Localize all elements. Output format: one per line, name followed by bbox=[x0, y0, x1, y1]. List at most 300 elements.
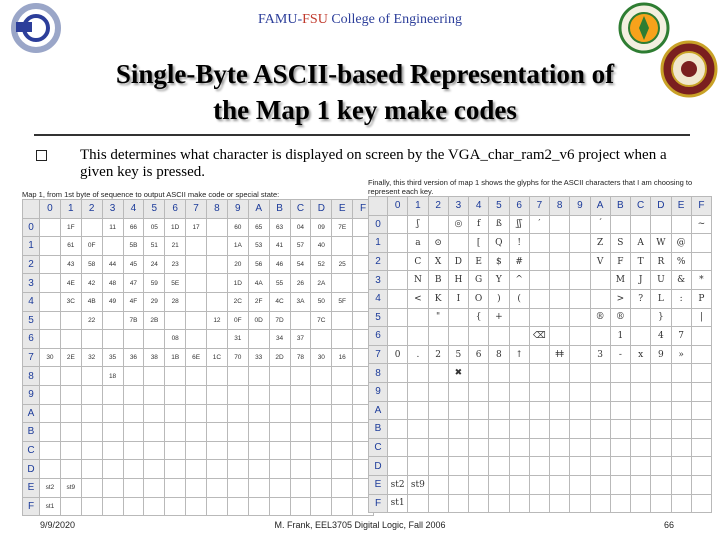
column-header: D bbox=[311, 200, 332, 219]
table-cell bbox=[227, 460, 248, 479]
table-cell bbox=[570, 271, 590, 290]
table-cell bbox=[550, 308, 570, 327]
table-cell: ^ bbox=[509, 271, 529, 290]
table-cell: 2D bbox=[269, 348, 290, 367]
column-header: 7 bbox=[529, 197, 549, 216]
table-cell: ◎ bbox=[448, 215, 468, 234]
table-cell: 30 bbox=[40, 348, 61, 367]
table-cell bbox=[631, 382, 651, 401]
table-cell bbox=[448, 457, 468, 476]
column-header: A bbox=[248, 200, 269, 219]
table-cell bbox=[590, 271, 610, 290]
page-number: 66 bbox=[664, 520, 675, 530]
table-cell bbox=[165, 441, 186, 460]
table-cell bbox=[448, 308, 468, 327]
table-cell bbox=[102, 385, 123, 404]
table-row bbox=[23, 218, 374, 237]
slide-title bbox=[60, 56, 670, 128]
table-row bbox=[23, 330, 374, 349]
table-row bbox=[23, 385, 374, 404]
table-cell bbox=[448, 234, 468, 253]
table-cell bbox=[311, 497, 332, 516]
table-row bbox=[23, 497, 374, 516]
table-cell bbox=[691, 234, 711, 253]
row-header: 6 bbox=[23, 330, 40, 349]
table-cell bbox=[248, 441, 269, 460]
table-cell bbox=[332, 330, 353, 349]
table-cell: Y bbox=[489, 271, 509, 290]
table-cell: E bbox=[469, 252, 489, 271]
table-cell bbox=[590, 327, 610, 346]
table-cell: 34 bbox=[269, 330, 290, 349]
table-cell bbox=[248, 497, 269, 516]
table-cell bbox=[651, 494, 671, 513]
corner-cell bbox=[369, 197, 388, 216]
column-header: F bbox=[691, 197, 711, 216]
row-header: 4 bbox=[369, 289, 388, 308]
table-cell: W bbox=[651, 234, 671, 253]
table-cell bbox=[651, 438, 671, 457]
table-cell bbox=[102, 460, 123, 479]
table-cell bbox=[631, 457, 651, 476]
table-cell bbox=[207, 478, 228, 497]
column-header: F bbox=[353, 200, 374, 219]
table-row bbox=[23, 292, 374, 311]
table-cell bbox=[81, 218, 102, 237]
table-cell bbox=[570, 420, 590, 439]
row-header: B bbox=[23, 423, 40, 442]
table-cell: 0D bbox=[248, 311, 269, 330]
table-cell bbox=[165, 367, 186, 386]
row-header: 3 bbox=[369, 271, 388, 290]
row-header: 3 bbox=[23, 274, 40, 293]
table-cell bbox=[332, 385, 353, 404]
table-row bbox=[369, 457, 712, 476]
table-cell: - bbox=[610, 345, 630, 364]
table-cell: 4E bbox=[60, 274, 81, 293]
table-row bbox=[23, 255, 374, 274]
table-cell: 48 bbox=[102, 274, 123, 293]
table-cell bbox=[388, 271, 408, 290]
table-cell bbox=[207, 497, 228, 516]
table-cell: S bbox=[610, 234, 630, 253]
row-header: 5 bbox=[369, 308, 388, 327]
table-cell bbox=[144, 385, 165, 404]
row-header: 8 bbox=[369, 364, 388, 383]
table-cell bbox=[186, 423, 207, 442]
table-cell bbox=[290, 385, 311, 404]
table-cell bbox=[248, 423, 269, 442]
table-cell: 1F bbox=[60, 218, 81, 237]
table-cell bbox=[509, 438, 529, 457]
table-cell bbox=[529, 438, 549, 457]
table-cell bbox=[671, 475, 691, 494]
table-cell bbox=[290, 404, 311, 423]
table-cell bbox=[388, 364, 408, 383]
table-row bbox=[23, 237, 374, 256]
table-cell: 33 bbox=[248, 348, 269, 367]
table-cell: 7D bbox=[269, 311, 290, 330]
table-cell: 53 bbox=[248, 237, 269, 256]
footer-course: M. Frank, EEL3705 Digital Logic, Fall 2006 bbox=[274, 520, 446, 530]
table-cell bbox=[550, 234, 570, 253]
table-cell: 5E bbox=[165, 274, 186, 293]
table-cell bbox=[550, 271, 570, 290]
table-cell bbox=[186, 367, 207, 386]
table-cell bbox=[227, 441, 248, 460]
table-cell bbox=[186, 497, 207, 516]
row-header: 0 bbox=[369, 215, 388, 234]
table-cell bbox=[550, 252, 570, 271]
table-cell: 1D bbox=[165, 218, 186, 237]
row-header: 6 bbox=[369, 327, 388, 346]
table-cell: G bbox=[469, 271, 489, 290]
table-cell bbox=[509, 494, 529, 513]
table-cell bbox=[40, 423, 61, 442]
table-cell bbox=[489, 420, 509, 439]
table-cell: 59 bbox=[144, 274, 165, 293]
table-cell bbox=[469, 494, 489, 513]
table-cell bbox=[227, 385, 248, 404]
table-cell: f bbox=[469, 215, 489, 234]
table-cell bbox=[691, 438, 711, 457]
table-cell: 08 bbox=[165, 330, 186, 349]
table-cell bbox=[248, 385, 269, 404]
table-cell bbox=[207, 423, 228, 442]
table-cell: 7E bbox=[332, 218, 353, 237]
table-cell: 4 bbox=[651, 327, 671, 346]
table-cell: 56 bbox=[248, 255, 269, 274]
table-cell: 22 bbox=[81, 311, 102, 330]
table-cell bbox=[408, 438, 428, 457]
table-row bbox=[369, 401, 712, 420]
table-cell: T bbox=[631, 252, 651, 271]
table-cell bbox=[60, 441, 81, 460]
table-cell bbox=[590, 494, 610, 513]
college-logo bbox=[8, 2, 64, 54]
table-cell: 12 bbox=[207, 311, 228, 330]
table-cell bbox=[144, 460, 165, 479]
table-cell bbox=[631, 420, 651, 439]
table-cell: { bbox=[469, 308, 489, 327]
table-cell bbox=[489, 401, 509, 420]
table-cell: } bbox=[651, 308, 671, 327]
table-cell bbox=[550, 438, 570, 457]
row-header: C bbox=[23, 441, 40, 460]
table-cell bbox=[207, 237, 228, 256]
table-cell bbox=[186, 460, 207, 479]
column-header: 2 bbox=[81, 200, 102, 219]
table-cell bbox=[691, 457, 711, 476]
table-cell bbox=[311, 423, 332, 442]
table-cell bbox=[408, 494, 428, 513]
table-row bbox=[369, 382, 712, 401]
table-cell bbox=[529, 382, 549, 401]
table-cell bbox=[102, 311, 123, 330]
table-cell bbox=[269, 478, 290, 497]
table-cell bbox=[590, 420, 610, 439]
table-cell bbox=[651, 401, 671, 420]
table-cell bbox=[489, 457, 509, 476]
table-cell bbox=[570, 494, 590, 513]
table-cell bbox=[388, 234, 408, 253]
table-cell: 2B bbox=[144, 311, 165, 330]
table-cell bbox=[509, 308, 529, 327]
table-row bbox=[369, 308, 712, 327]
row-header: 1 bbox=[23, 237, 40, 256]
table-cell bbox=[610, 420, 630, 439]
table-cell bbox=[102, 237, 123, 256]
table-cell: 46 bbox=[269, 255, 290, 274]
table-cell: 16 bbox=[332, 348, 353, 367]
table-cell bbox=[529, 457, 549, 476]
table-cell bbox=[489, 327, 509, 346]
bullet-marker bbox=[36, 150, 47, 161]
table-cell bbox=[691, 364, 711, 383]
table-cell: X bbox=[428, 252, 448, 271]
table-cell: 49 bbox=[102, 292, 123, 311]
table-cell bbox=[227, 423, 248, 442]
table-cell: 78 bbox=[290, 348, 311, 367]
table-cell: 5B bbox=[123, 237, 144, 256]
table-cell bbox=[631, 327, 651, 346]
table-cell bbox=[590, 401, 610, 420]
table-cell bbox=[227, 404, 248, 423]
table-cell: 4C bbox=[269, 292, 290, 311]
table-cell bbox=[529, 271, 549, 290]
table-row bbox=[369, 438, 712, 457]
table-cell bbox=[671, 382, 691, 401]
table-cell bbox=[570, 401, 590, 420]
table-cell: st2 bbox=[388, 475, 408, 494]
table-cell bbox=[590, 289, 610, 308]
table-cell bbox=[631, 494, 651, 513]
table-cell bbox=[408, 308, 428, 327]
table-cell bbox=[227, 367, 248, 386]
table-cell bbox=[610, 457, 630, 476]
table-cell bbox=[248, 478, 269, 497]
table-cell: st9 bbox=[408, 475, 428, 494]
table-row bbox=[23, 311, 374, 330]
table-cell bbox=[671, 401, 691, 420]
table-cell bbox=[509, 457, 529, 476]
make-code-table bbox=[22, 199, 374, 516]
table-cell bbox=[469, 327, 489, 346]
table-cell: F bbox=[610, 252, 630, 271]
table-cell: 32 bbox=[81, 348, 102, 367]
table-cell: J bbox=[631, 271, 651, 290]
table-cell: 25 bbox=[332, 255, 353, 274]
table-cell: 50 bbox=[311, 292, 332, 311]
table-cell bbox=[40, 367, 61, 386]
table-cell bbox=[123, 330, 144, 349]
table-cell bbox=[651, 382, 671, 401]
table-cell bbox=[529, 420, 549, 439]
row-header: D bbox=[23, 460, 40, 479]
table-cell bbox=[123, 460, 144, 479]
table-cell bbox=[186, 311, 207, 330]
column-header: 7 bbox=[186, 200, 207, 219]
table-cell bbox=[81, 441, 102, 460]
table-cell bbox=[529, 289, 549, 308]
table-cell bbox=[123, 478, 144, 497]
table-cell: O bbox=[469, 289, 489, 308]
table-cell bbox=[631, 308, 651, 327]
table-cell bbox=[691, 401, 711, 420]
right-table-caption: Finally, this third version of map 1 shows the glyphs for the ASCII characters that I am choosing to represent each key. bbox=[368, 178, 693, 196]
table-cell: P bbox=[691, 289, 711, 308]
table-cell bbox=[428, 327, 448, 346]
table-cell: 36 bbox=[123, 348, 144, 367]
column-header: 3 bbox=[448, 197, 468, 216]
table-cell bbox=[248, 330, 269, 349]
table-cell bbox=[691, 327, 711, 346]
table-cell: st2 bbox=[40, 478, 61, 497]
table-cell bbox=[428, 475, 448, 494]
table-cell bbox=[529, 308, 549, 327]
table-cell bbox=[509, 327, 529, 346]
row-header: 7 bbox=[369, 345, 388, 364]
table-cell bbox=[332, 460, 353, 479]
table-cell bbox=[311, 367, 332, 386]
table-cell bbox=[631, 215, 651, 234]
table-cell bbox=[60, 404, 81, 423]
column-header: E bbox=[332, 200, 353, 219]
table-cell bbox=[388, 252, 408, 271]
table-cell bbox=[123, 441, 144, 460]
column-header: C bbox=[290, 200, 311, 219]
header-fsu: FSU bbox=[302, 12, 328, 27]
table-cell bbox=[311, 385, 332, 404]
table-cell bbox=[671, 364, 691, 383]
row-header: 7 bbox=[23, 348, 40, 367]
table-cell: @ bbox=[671, 234, 691, 253]
table-cell bbox=[269, 423, 290, 442]
table-cell bbox=[123, 385, 144, 404]
table-cell bbox=[207, 274, 228, 293]
column-header: 1 bbox=[60, 200, 81, 219]
table-cell: 2E bbox=[60, 348, 81, 367]
table-cell bbox=[290, 460, 311, 479]
title-line-2: the Map 1 key make codes bbox=[213, 95, 517, 125]
column-header: 5 bbox=[489, 197, 509, 216]
column-header: 9 bbox=[227, 200, 248, 219]
table-cell bbox=[428, 215, 448, 234]
table-cell bbox=[428, 494, 448, 513]
header-famu: FAMU- bbox=[258, 12, 303, 27]
table-cell bbox=[332, 497, 353, 516]
table-cell bbox=[550, 475, 570, 494]
table-cell: 8 bbox=[489, 345, 509, 364]
table-cell bbox=[60, 330, 81, 349]
table-cell bbox=[81, 423, 102, 442]
table-cell: L bbox=[651, 289, 671, 308]
table-cell bbox=[388, 327, 408, 346]
table-cell bbox=[590, 382, 610, 401]
row-header: D bbox=[369, 457, 388, 476]
table-cell bbox=[102, 330, 123, 349]
table-cell bbox=[631, 438, 651, 457]
table-cell bbox=[550, 494, 570, 513]
table-cell: 43 bbox=[60, 255, 81, 274]
table-row bbox=[369, 215, 712, 234]
table-cell bbox=[691, 345, 711, 364]
table-cell bbox=[144, 441, 165, 460]
table-cell bbox=[590, 364, 610, 383]
table-cell bbox=[428, 420, 448, 439]
table-row bbox=[369, 327, 712, 346]
table-cell bbox=[631, 401, 651, 420]
table-cell: M bbox=[610, 271, 630, 290]
table-cell: 7B bbox=[123, 311, 144, 330]
table-cell: 26 bbox=[290, 274, 311, 293]
table-cell bbox=[311, 441, 332, 460]
table-cell bbox=[388, 289, 408, 308]
table-cell: 0F bbox=[81, 237, 102, 256]
table-cell bbox=[227, 497, 248, 516]
table-cell bbox=[248, 367, 269, 386]
table-cell: K bbox=[428, 289, 448, 308]
table-cell bbox=[671, 308, 691, 327]
row-header: 9 bbox=[23, 385, 40, 404]
table-cell bbox=[60, 423, 81, 442]
column-header: 9 bbox=[570, 197, 590, 216]
table-cell bbox=[550, 215, 570, 234]
table-cell: 63 bbox=[269, 218, 290, 237]
table-cell bbox=[290, 497, 311, 516]
table-cell: 65 bbox=[248, 218, 269, 237]
table-cell: 2F bbox=[248, 292, 269, 311]
table-cell: # bbox=[509, 252, 529, 271]
table-cell bbox=[570, 364, 590, 383]
table-cell bbox=[207, 330, 228, 349]
table-cell: [ bbox=[469, 234, 489, 253]
table-cell bbox=[509, 364, 529, 383]
table-row bbox=[23, 404, 374, 423]
table-cell bbox=[186, 441, 207, 460]
table-cell: V bbox=[590, 252, 610, 271]
table-cell bbox=[448, 494, 468, 513]
table-cell bbox=[408, 364, 428, 383]
table-cell bbox=[144, 404, 165, 423]
table-cell bbox=[40, 292, 61, 311]
table-cell: 2A bbox=[311, 274, 332, 293]
table-cell: B bbox=[428, 271, 448, 290]
table-cell bbox=[81, 330, 102, 349]
table-cell bbox=[144, 497, 165, 516]
table-row bbox=[23, 367, 374, 386]
table-cell bbox=[269, 441, 290, 460]
table-cell: ✖ bbox=[448, 364, 468, 383]
table-cell bbox=[102, 478, 123, 497]
row-header: B bbox=[369, 420, 388, 439]
table-cell bbox=[102, 404, 123, 423]
table-cell: " bbox=[428, 308, 448, 327]
table-cell bbox=[123, 497, 144, 516]
table-cell bbox=[269, 404, 290, 423]
table-cell bbox=[428, 382, 448, 401]
table-cell bbox=[332, 423, 353, 442]
table-cell bbox=[448, 401, 468, 420]
table-cell bbox=[631, 364, 651, 383]
table-cell bbox=[60, 460, 81, 479]
table-cell bbox=[610, 494, 630, 513]
table-cell bbox=[186, 255, 207, 274]
row-header: A bbox=[23, 404, 40, 423]
table-cell bbox=[691, 252, 711, 271]
table-cell bbox=[165, 497, 186, 516]
row-header: E bbox=[23, 478, 40, 497]
